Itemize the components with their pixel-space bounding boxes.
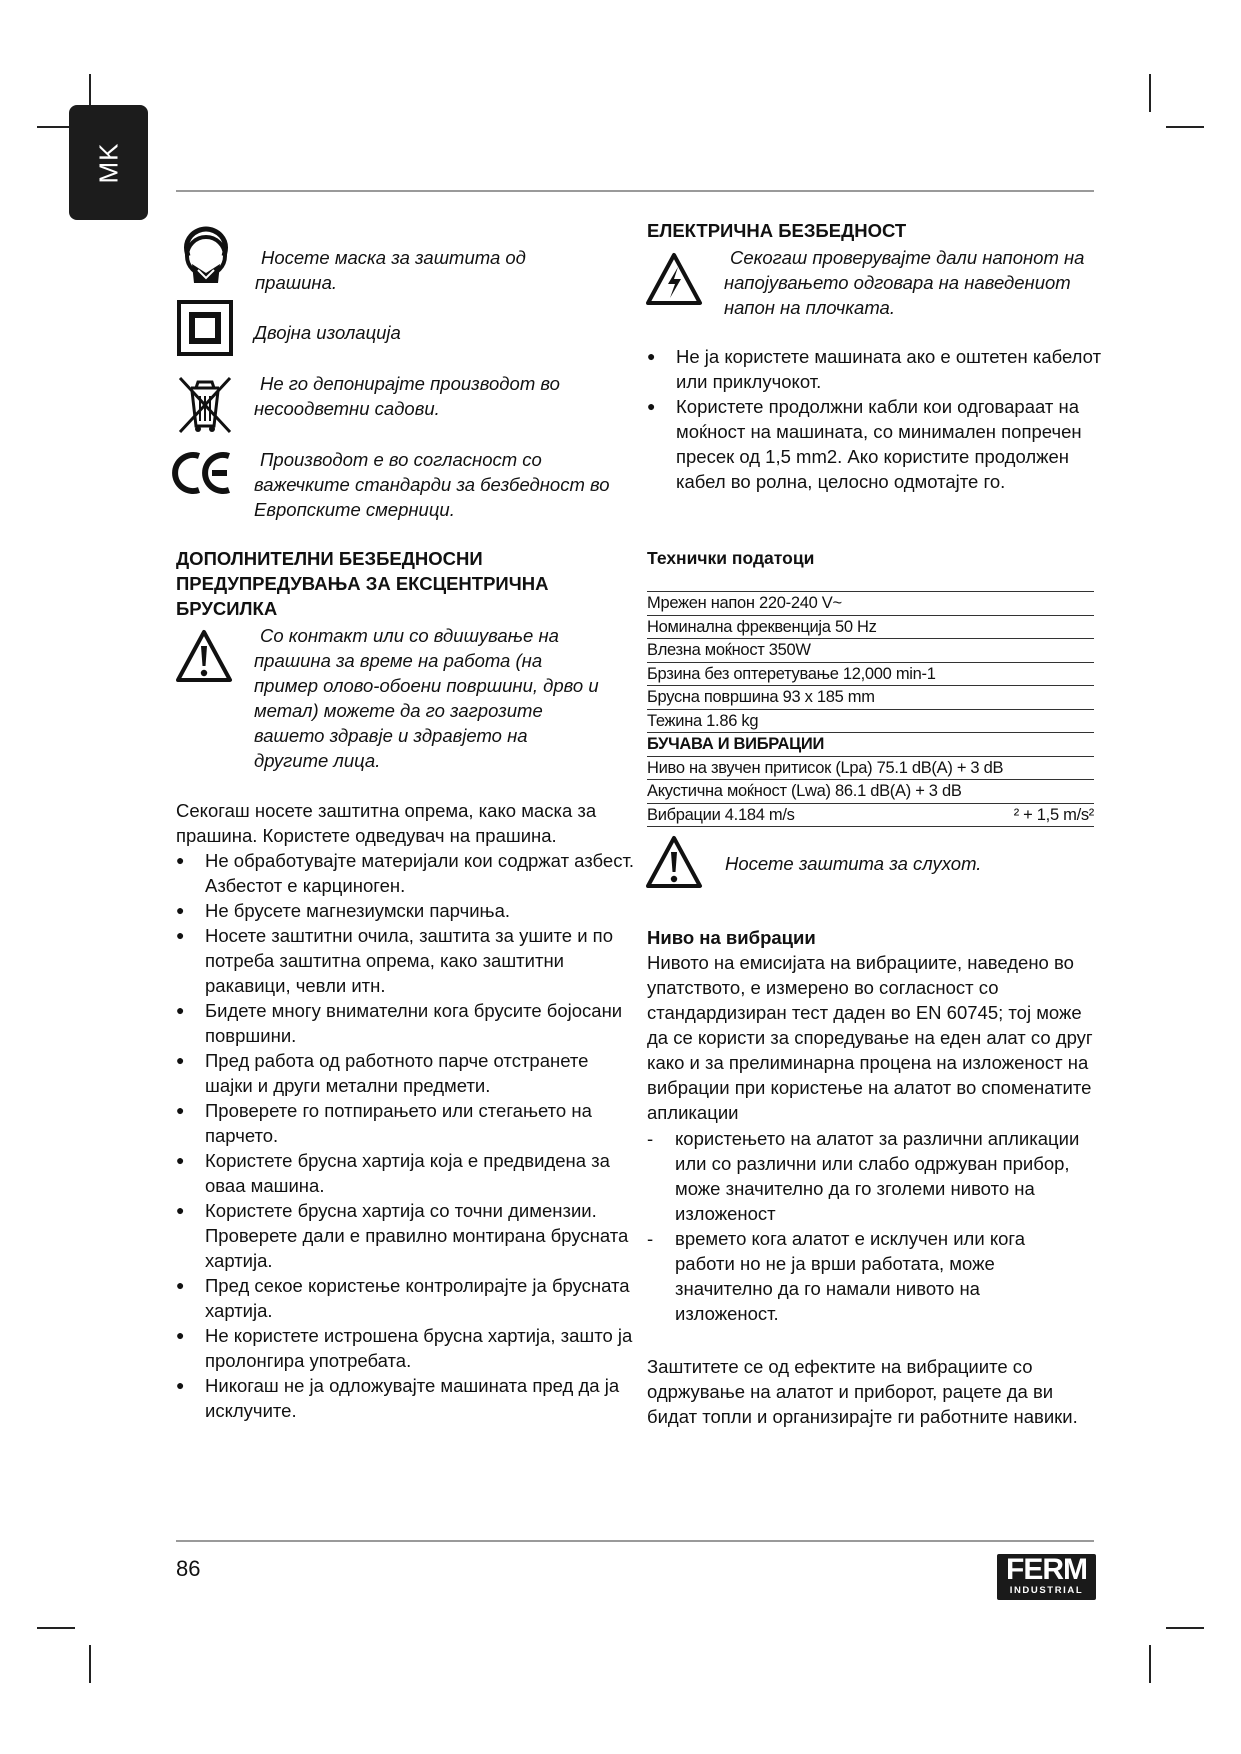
list-item: ● Не брусете магнезиумски парчиња. — [176, 898, 636, 923]
spec-cell: Ниво на звучен притисок (Lpa) 75.1 dB(A) + 3 dB — [647, 758, 1004, 777]
crop-mark — [1149, 74, 1151, 112]
table-row — [647, 780, 1094, 804]
table-row — [647, 686, 1094, 710]
vibration-text: Нивото на емисијата на вибрациите, наведено во упатството, е измерено во согласност со стандардизиран тест даден во EN 60745; тој може да се користи за споредување на еден алат со друг како и за прелиминарна процена на изложеност на вибрации при користење на алатот во споменатите апликации — [647, 952, 1093, 1123]
vibration-heading: Ниво на вибрации — [647, 927, 816, 948]
list-item: ● Бидете многу внимателни кога брусите бојосани површини. — [176, 998, 636, 1048]
double-insulation-text: Двојна изолација — [254, 322, 401, 343]
table-row — [647, 639, 1094, 663]
dust-mask-text: Носете маска за заштита од прашина. — [255, 247, 526, 293]
list-item: ● Носете заштитни очила, заштита за ушите и по потреба заштитна опрема, како заштитни ракавици, чевли итн. — [176, 923, 636, 998]
dust-mask-icon — [178, 226, 234, 293]
table-row — [647, 757, 1094, 781]
electrical-list — [647, 344, 1103, 494]
crossed-bin-text: Не го депонирајте производот во несоодветни садови. — [254, 373, 560, 419]
list-item: - користењето на алатот за различни апликации или со различни или слабо одржуван прибор, може значително да го зголеми нивото на изложеност — [647, 1126, 1087, 1226]
list-item: ● Проверете го потпирањето или стегањето на парчето. — [176, 1098, 636, 1148]
list-item: ● Користете брусна хартија која е предвидена за оваа машина. — [176, 1148, 636, 1198]
spec-cell: Брусна површина 93 x 185 mm — [647, 688, 875, 706]
bottom-divider — [176, 1540, 1094, 1542]
crop-mark — [1149, 1645, 1151, 1683]
list-item: ● Не користете истрошена брусна хартија, зашто ја пролонгира употребата. — [176, 1323, 636, 1373]
ce-mark-text: Производот е во согласност со важечките стандарди за безбедност во Европските смерници. — [254, 449, 610, 520]
crop-mark — [37, 1627, 75, 1629]
double-insulation-icon — [177, 300, 233, 361]
dust-warning-text: Со контакт или со вдишување на прашина за време на работа (на пример олово-обоени површини, дрво и метал) можете да го загрозите вашето здравје и здравјето на другите лица. — [254, 625, 599, 771]
spec-cell: Номинална фреквенција 50 Hz — [647, 617, 877, 636]
crop-mark — [1166, 126, 1204, 128]
list-item: ● Пред секое користење контролирајте ја брусната хартија. — [176, 1273, 636, 1323]
list-item: ● Не обработувајте материјали кои содржат азбест. Азбестот е карциноген. — [176, 848, 636, 898]
language-tab — [69, 105, 148, 220]
logo-sub: INDUSTRIAL — [1009, 1585, 1084, 1596]
spec-cell: Влезна моќност 350W — [647, 641, 811, 659]
spec-cell: Акустична моќност (Lwa) 86.1 dB(A) + 3 dB — [647, 782, 962, 800]
table-row — [647, 733, 1094, 757]
logo-brand: FERM — [1006, 1553, 1087, 1586]
spec-cell: Тежина 1.86 kg — [647, 711, 759, 730]
vibration-closing: Заштитете се од ефектите на вибрациите со одржување на алатот и приборот, рацете да ви бидат топли и организирајте ги работните навики. — [647, 1356, 1078, 1427]
list-item: ● Користете продолжни кабли кои одговараат на моќност на машината, со минимален попречен пресек од 1,5 mm2. Ако користите продолжен кабел во ролна, целосно одмотајте го. — [647, 394, 1103, 494]
warning-triangle-icon — [174, 628, 234, 689]
crop-mark — [1166, 1627, 1204, 1629]
extra-safety-list — [176, 848, 636, 1423]
page-number: 86 — [176, 1556, 201, 1581]
language-tab-label: MK — [93, 142, 123, 183]
ce-mark-icon — [172, 448, 234, 503]
table-row — [647, 616, 1094, 640]
spec-cell: Брзина без оптеретување 12,000 min-1 — [647, 664, 936, 683]
spec-cell-right: ² + 1,5 m/s² — [1013, 805, 1094, 824]
list-item: - времето кога алатот е исклучен или кога работи но не ја врши работата, може значително да го намали нивото на изложеност. — [647, 1226, 1087, 1326]
hearing-warning-text: Носете заштита за слухот. — [725, 853, 982, 874]
electric-hazard-icon — [644, 251, 704, 312]
technical-heading: Технички податоци — [647, 548, 815, 568]
table-row — [647, 663, 1094, 687]
list-item: ● Никогаш не ја одложувајте машината пред да ја исклучите. — [176, 1373, 636, 1423]
table-row — [647, 710, 1094, 734]
warning-triangle-icon — [644, 834, 704, 895]
ferm-logo — [997, 1554, 1096, 1600]
vibration-list — [647, 1126, 1087, 1326]
list-item: ● Користете брусна хартија со точни димензии. Проверете дали е правилно монтирана брусната хартија. — [176, 1198, 636, 1273]
list-item: ● Пред работа од работното парче отстранете шајки и други метални предмети. — [176, 1048, 636, 1098]
spec-cell: Вибрации 4.184 m/s — [647, 805, 795, 824]
extra-safety-intro: Секогаш носете заштитна опрема, како маска за прашина. Користете одведувач на прашина. — [176, 800, 597, 846]
spec-cell: БУЧАВА И ВИБРАЦИИ — [647, 735, 825, 753]
spec-table — [647, 591, 1094, 827]
table-row — [647, 804, 1094, 828]
top-divider — [176, 190, 1094, 192]
electrical-heading: ЕЛЕКТРИЧНА БЕЗБЕДНОСТ — [647, 220, 907, 241]
crop-mark — [89, 1645, 91, 1683]
voltage-warning-text: Секогаш проверувајте дали напонот на напојувањето одговара на наведениот напон на плочката. — [724, 247, 1085, 318]
table-row — [647, 592, 1094, 616]
crossed-bin-icon — [176, 374, 234, 439]
list-item: ● Не ја користете машината ако е оштетен кабелот или приклучокот. — [647, 344, 1103, 394]
spec-cell: Мрежен напон 220-240 V~ — [647, 594, 842, 612]
extra-safety-heading: ДОПОЛНИТЕЛНИ БЕЗБЕДНОСНИ ПРЕДУПРЕДУВАЊА ЗА ЕКСЦЕНТРИЧНА БРУСИЛКА — [176, 548, 549, 619]
